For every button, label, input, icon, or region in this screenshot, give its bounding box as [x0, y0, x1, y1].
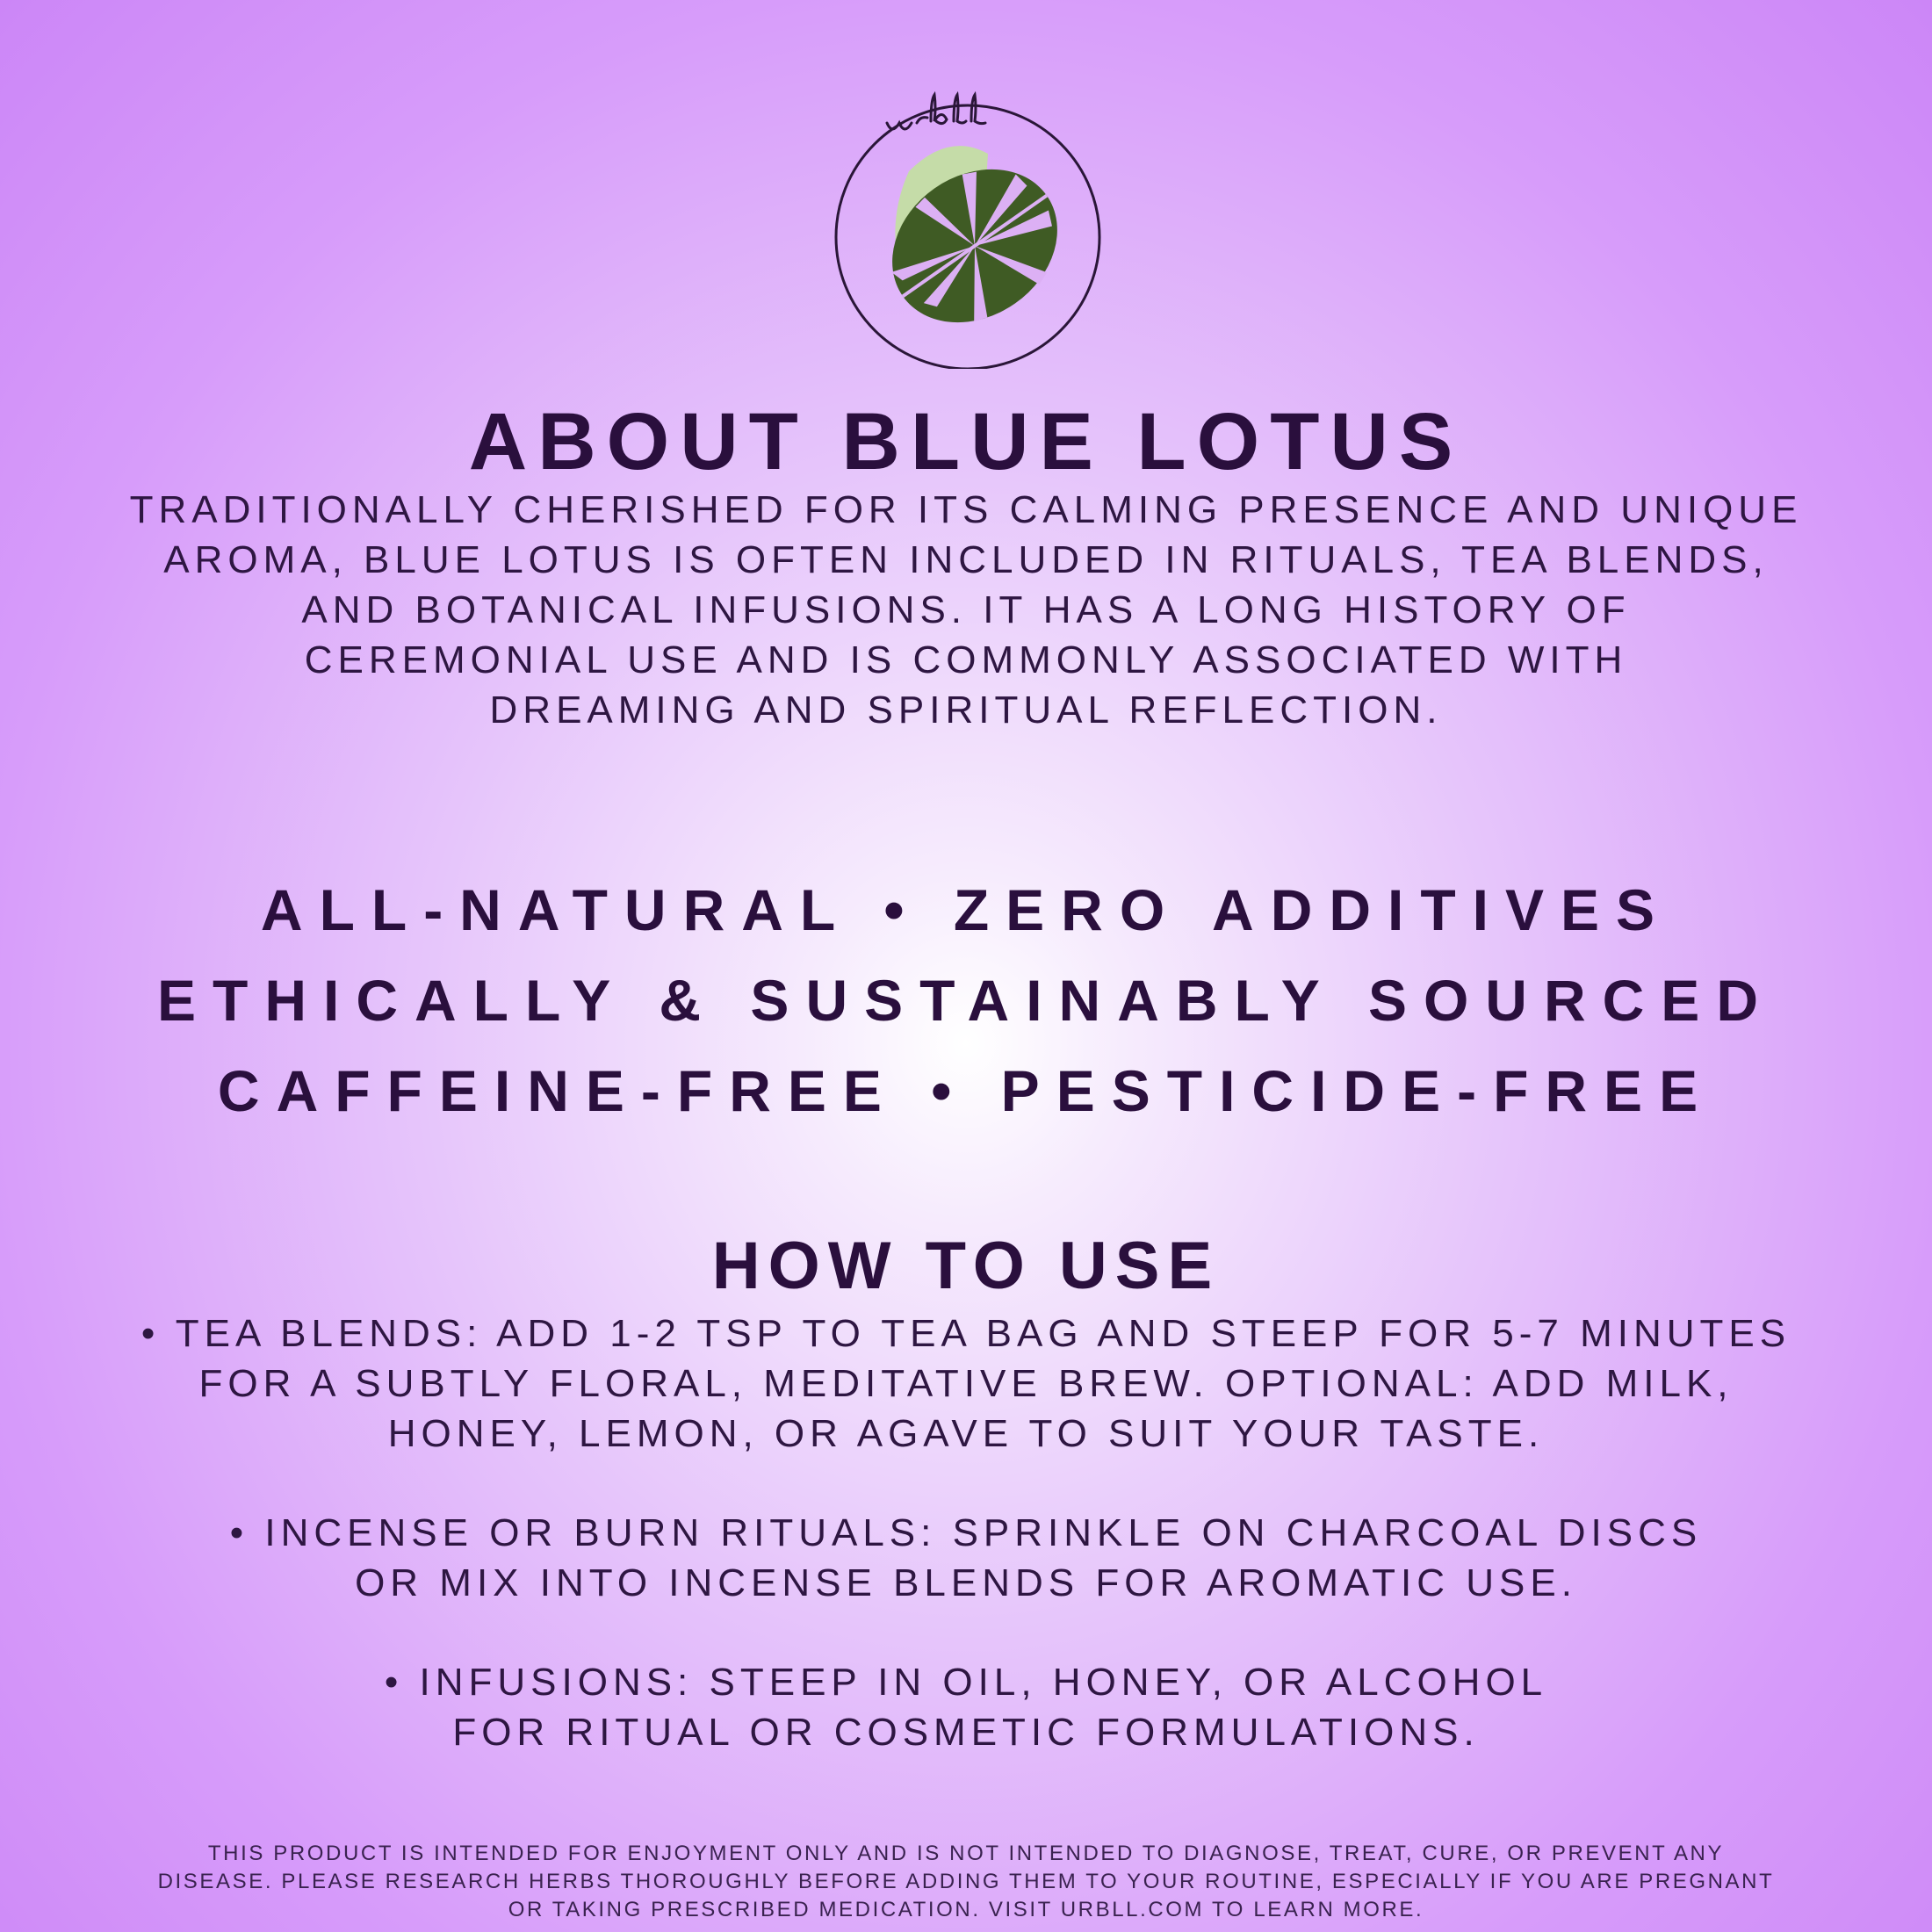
disclaimer-line: DISEASE. PLEASE RESEARCH HERBS THOROUGHLY BEFORE ADDING THEM TO YOUR ROUTINE, ESPECIALLY IF YOU ARE PREGNANT	[157, 1870, 1775, 1893]
attribute-line: ALL-NATURAL • ZERO ADDITIVES	[260, 877, 1672, 942]
disclaimer-line: OR TAKING PRESCRIBED MEDICATION. VISIT URBLL.COM TO LEARN MORE.	[508, 1898, 1424, 1921]
how-to-use-list	[0, 1308, 1932, 1806]
about-line: DREAMING AND SPIRITUAL REFLECTION.	[489, 688, 1443, 732]
use-line: HONEY, LEMON, OR AGAVE TO SUIT YOUR TASTE.	[387, 1412, 1545, 1455]
attribute-line: CAFFEINE-FREE • PESTICIDE-FREE	[217, 1058, 1715, 1123]
about-line: AND BOTANICAL INFUSIONS. IT HAS A LONG HISTORY OF	[301, 588, 1631, 631]
use-line: • INCENSE OR BURN RITUALS: SPRINKLE ON CHARCOAL DISCS	[229, 1511, 1703, 1554]
about-line: TRADITIONALLY CHERISHED FOR ITS CALMING PRESENCE AND UNIQUE	[129, 488, 1803, 531]
about-line: CEREMONIAL USE AND IS COMMONLY ASSOCIATED WITH	[304, 638, 1628, 681]
use-item-incense	[0, 1508, 1932, 1608]
about-title: ABOUT BLUE LOTUS	[468, 397, 1464, 487]
attribute-line: ETHICALLY & SUSTAINABLY SOURCED	[157, 968, 1775, 1033]
use-item-tea	[0, 1308, 1932, 1459]
brand-logo	[825, 70, 1107, 369]
about-line: AROMA, BLUE LOTUS IS OFTEN INCLUDED IN RITUALS, TEA BLENDS,	[163, 538, 1769, 581]
use-line: • TEA BLENDS: ADD 1-2 TSP TO TEA BAG AND STEEP FOR 5-7 MINUTES	[141, 1312, 1791, 1355]
disclaimer	[0, 1840, 1932, 1924]
use-line: • INFUSIONS: STEEP IN OIL, HONEY, OR ALCOHOL	[384, 1661, 1548, 1704]
use-item-infusions	[0, 1657, 1932, 1757]
disclaimer-line: THIS PRODUCT IS INTENDED FOR ENJOYMENT ONLY AND IS NOT INTENDED TO DIAGNOSE, TREAT, CURE, OR PREVENT ANY	[207, 1842, 1725, 1865]
use-line: FOR A SUBTLY FLORAL, MEDITATIVE BREW. OPTIONAL: ADD MILK,	[198, 1362, 1734, 1405]
attribute-list	[0, 865, 1932, 1136]
use-line: OR MIX INTO INCENSE BLENDS FOR AROMATIC USE.	[355, 1561, 1577, 1604]
monstera-leaf-icon	[825, 70, 1107, 369]
how-to-use-title: HOW TO USE	[711, 1229, 1221, 1303]
about-paragraph	[0, 485, 1932, 735]
use-line: FOR RITUAL OR COSMETIC FORMULATIONS.	[452, 1711, 1480, 1754]
